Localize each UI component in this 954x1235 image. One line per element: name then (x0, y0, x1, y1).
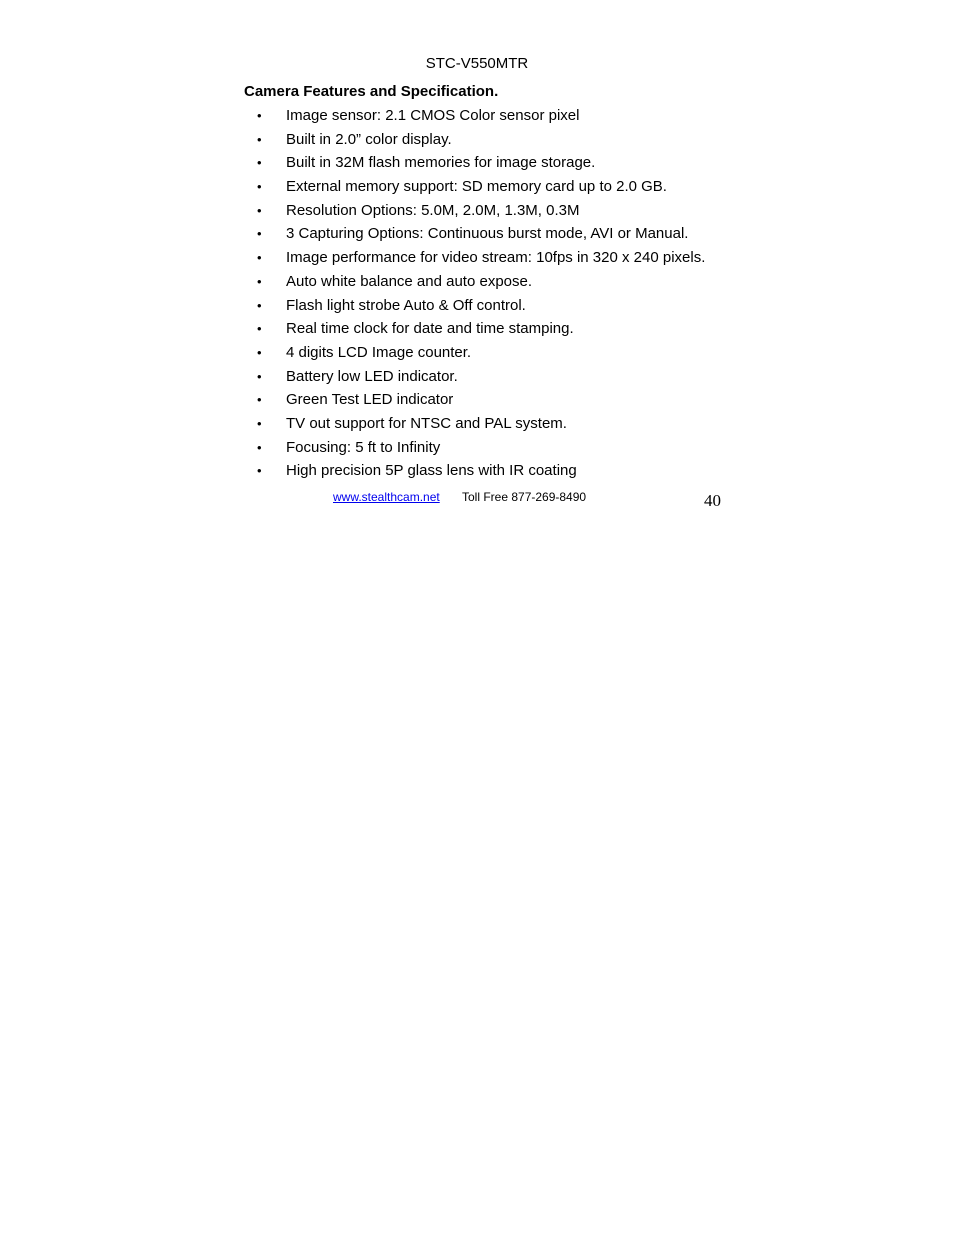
feature-text: Battery low LED indicator. (286, 367, 458, 385)
page-number: 40 (704, 491, 721, 510)
bullet-icon: • (257, 131, 262, 147)
feature-text: Green Test LED indicator (286, 391, 454, 409)
feature-text: High precision 5P glass lens with IR coating (286, 462, 577, 480)
feature-text: Built in 2.0” color display. (286, 130, 452, 148)
section-heading: Camera Features and Specification. (244, 83, 499, 100)
bullet-icon: • (257, 179, 262, 195)
bullet-icon: • (257, 202, 262, 218)
feature-text: Focusing: 5 ft to Infinity (286, 438, 441, 456)
feature-text: TV out support for NTSC and PAL system. (286, 414, 567, 432)
bullet-icon: • (257, 297, 262, 313)
feature-text: Auto white balance and auto expose. (286, 272, 533, 290)
website-link[interactable]: www.stealthcam.net (333, 490, 440, 504)
feature-text: External memory support: SD memory card up to 2.0 GB. (286, 178, 667, 196)
bullet-icon: • (257, 226, 262, 242)
feature-text: Image performance for video stream: 10fps in 320 x 240 pixels. (286, 249, 706, 267)
bullet-icon: • (257, 108, 262, 123)
toll-free-phone: Toll Free 877-269-8490 (462, 490, 587, 504)
bullet-icon: • (257, 368, 262, 384)
feature-text: Flash light strobe Auto & Off control. (286, 296, 526, 314)
bullet-icon: • (257, 321, 262, 337)
bullet-icon: • (257, 344, 262, 360)
bullet-icon: • (257, 415, 262, 431)
bullet-icon: • (257, 439, 262, 455)
bullet-icon: • (257, 273, 262, 289)
bullet-icon: • (257, 392, 262, 408)
bullet-icon: • (257, 463, 262, 479)
feature-text: 4 digits LCD Image counter. (286, 343, 472, 361)
bullet-icon: • (257, 250, 262, 266)
feature-text: Real time clock for date and time stamping. (286, 320, 574, 338)
bullet-icon: • (257, 155, 262, 171)
feature-text: Resolution Options: 5.0M, 2.0M, 1.3M, 0.3M (286, 201, 580, 219)
feature-text: Image sensor: 2.1 CMOS Color sensor pixel (286, 107, 580, 124)
page-header-model: STC-V550MTR (425, 55, 529, 72)
feature-text: Built in 32M flash memories for image storage. (286, 154, 596, 172)
feature-text: 3 Capturing Options: Continuous burst mode, AVI or Manual. (286, 225, 689, 243)
